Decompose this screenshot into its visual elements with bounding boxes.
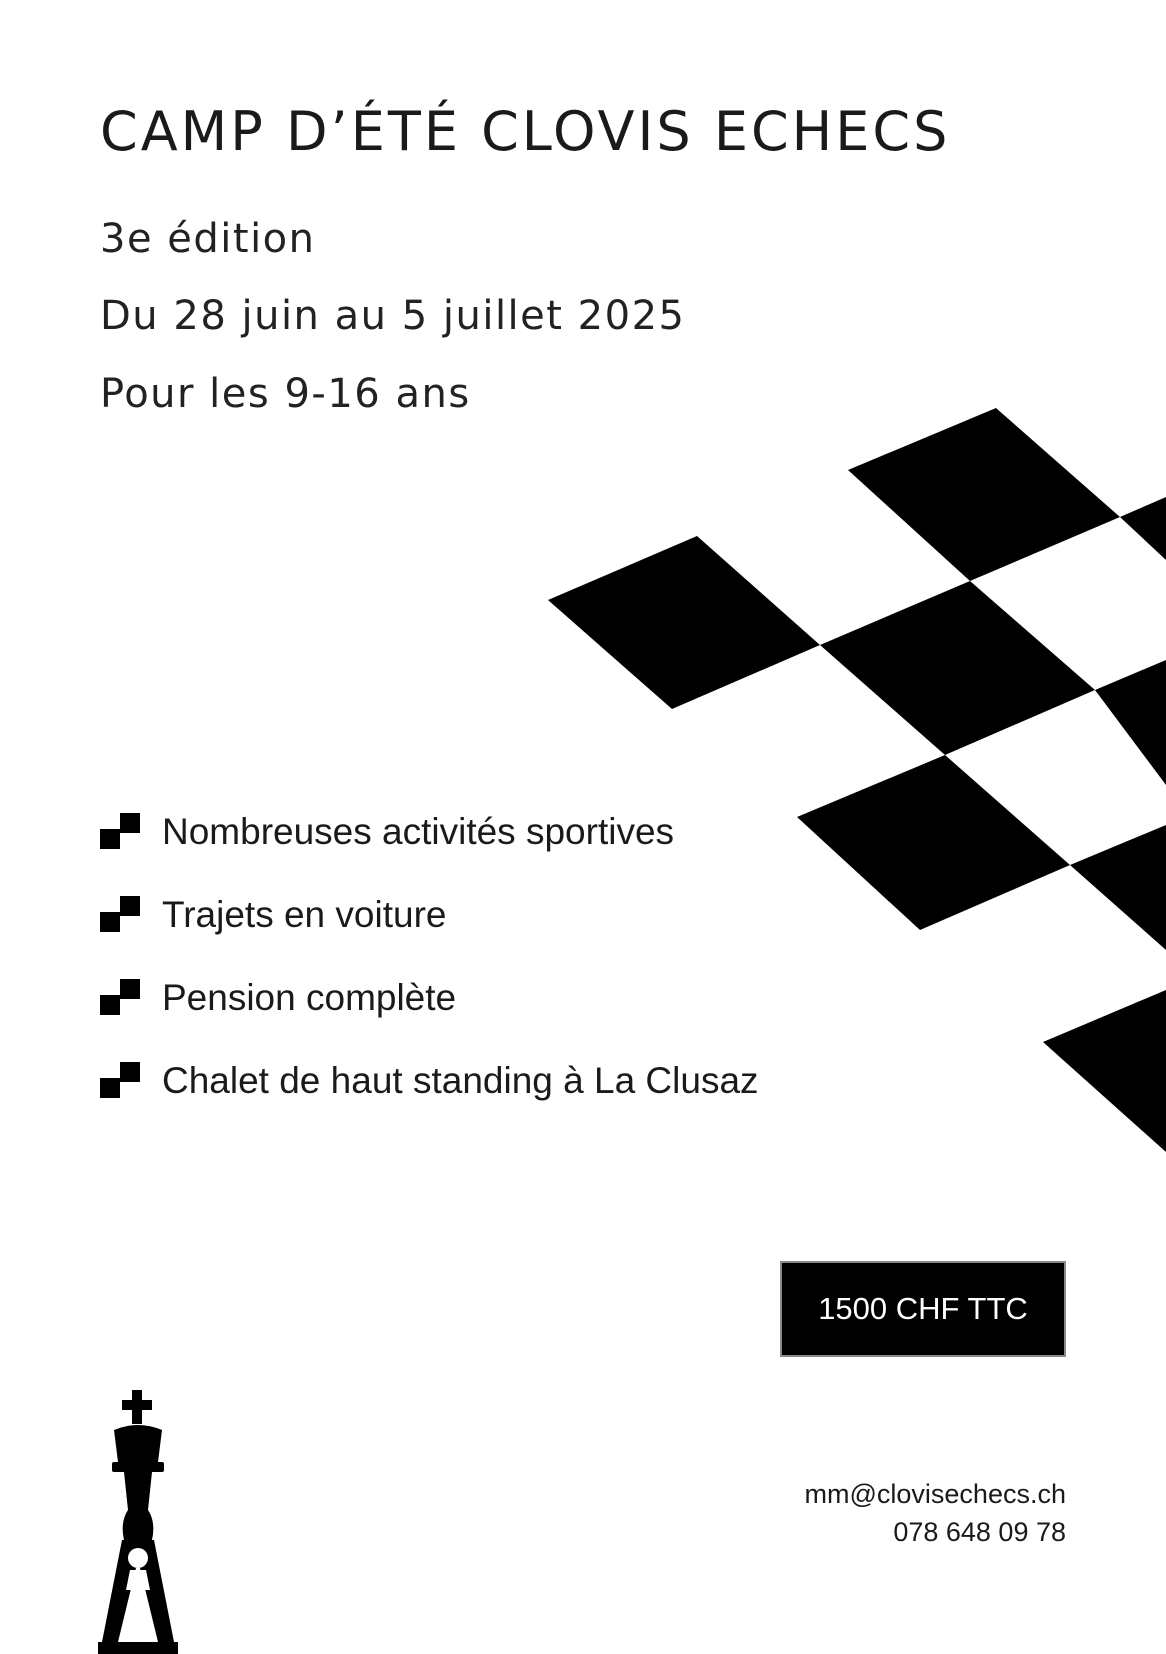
list-item [100, 956, 759, 1039]
checker-bullet-icon [100, 979, 140, 1017]
chess-king-icon [98, 1390, 178, 1654]
price-badge [780, 1261, 1066, 1357]
checker-bullet-icon [100, 896, 140, 934]
feature-text: Trajets en voiture [162, 893, 447, 935]
edition-text: 3e édition [100, 216, 316, 262]
board-square [820, 581, 1095, 755]
contact-email: mm@clovisechecs.ch [804, 1479, 1066, 1509]
checker-bullet-icon [100, 1062, 140, 1100]
dates-text: Du 28 juin au 5 juillet 2025 [100, 293, 686, 339]
board-square [1095, 660, 1166, 785]
ages-text: Pour les 9-16 ans [100, 371, 471, 417]
list-item [100, 790, 759, 873]
board-square [1120, 497, 1166, 560]
list-item [100, 1039, 759, 1122]
feature-list [100, 790, 759, 1122]
feature-text: Chalet de haut standing à La Clusaz [162, 1059, 759, 1101]
checker-bullet-icon [100, 813, 140, 851]
board-square [1043, 990, 1166, 1152]
list-item [100, 873, 759, 956]
contact-block [805, 1475, 1066, 1551]
feature-text: Nombreuses activités sportives [162, 810, 675, 852]
board-square [548, 536, 820, 709]
board-square [797, 755, 1070, 930]
page-title: CAMP D’ÉTÉ CLOVIS ECHECS [100, 100, 951, 163]
feature-text: Pension complète [162, 976, 457, 1018]
board-square [1070, 825, 1166, 950]
board-square [848, 408, 1120, 581]
price-label: 1500 CHF TTC [818, 1291, 1028, 1326]
contact-phone: 078 648 09 78 [893, 1517, 1066, 1547]
